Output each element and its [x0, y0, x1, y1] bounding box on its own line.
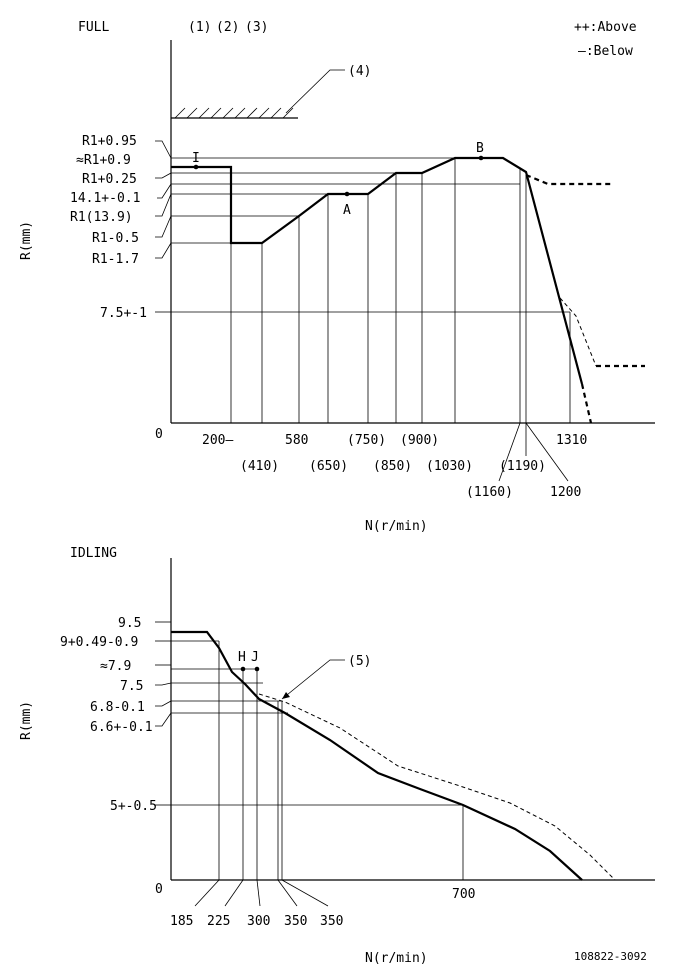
xtick-350b: 350	[320, 914, 344, 929]
xtick-580: 580	[285, 433, 309, 448]
label-j: J	[251, 650, 259, 665]
xtick-300: 300	[247, 914, 271, 929]
full-origin: 0	[155, 427, 163, 442]
point-h	[241, 667, 246, 672]
label-a: A	[343, 203, 351, 218]
idling-origin: 0	[155, 882, 163, 897]
full-below-dashed-tail	[582, 384, 591, 423]
leader-5	[282, 660, 345, 699]
ytick-r1-09: ≈R1+0.9	[76, 153, 131, 168]
xtick-200: 200—	[202, 433, 234, 448]
ytick-r1-17: R1-1.7	[92, 252, 139, 267]
point-b	[479, 156, 484, 161]
idling-xlabel: N(r/min)	[365, 951, 428, 966]
top-label-2: (2)	[216, 20, 240, 35]
stopper-hatch	[175, 108, 293, 118]
idling-ylabel: R(mm)	[19, 700, 34, 740]
label-b: B	[476, 141, 484, 156]
ytick-9: 9+0.49-0.9	[60, 635, 139, 650]
idling-x-ticks	[170, 880, 475, 929]
full-vertical-guides	[231, 158, 570, 423]
ytick-r1-139: R1(13.9)	[70, 210, 133, 225]
full-x-ticks	[202, 423, 587, 500]
xtick-225: 225	[207, 914, 231, 929]
xtick-1310: 1310	[556, 433, 588, 448]
idling-dashed-curve	[259, 694, 615, 880]
ytick-79: ≈7.9	[100, 659, 132, 674]
ytick-r1-025: R1+0.25	[82, 172, 137, 187]
legend-below: —:Below	[578, 44, 633, 59]
label-h: H	[238, 650, 246, 665]
top-label-3: (3)	[245, 20, 269, 35]
full-below-dashed	[560, 298, 596, 366]
ytick-75: 7.5+-1	[100, 306, 147, 321]
ytick-75-idle: 7.5	[120, 679, 144, 694]
annotation-4: (4)	[348, 64, 372, 79]
point-a	[345, 192, 350, 197]
idling-y-ticks	[60, 616, 463, 897]
ytick-66: 6.6+-0.1	[90, 720, 153, 735]
leader-4	[286, 70, 345, 113]
full-xlabel: N(r/min)	[365, 519, 428, 534]
ytick-68: 6.8-0.1	[90, 700, 145, 715]
ytick-r1-095: R1+0.95	[82, 134, 137, 149]
idling-vertical-guides	[219, 641, 463, 880]
xtick-650: (650)	[309, 459, 349, 474]
ytick-95: 9.5	[118, 616, 142, 631]
ytick-141: 14.1+-0.1	[70, 191, 141, 206]
annotation-5: (5)	[348, 654, 372, 669]
idling-title: IDLING	[70, 546, 117, 561]
label-i: I	[192, 151, 200, 166]
ytick-5: 5+-0.5	[110, 799, 157, 814]
full-title: FULL	[78, 20, 110, 35]
xtick-700: 700	[452, 887, 476, 902]
xtick-850: (850)	[373, 459, 413, 474]
xtick-750: (750)	[347, 433, 387, 448]
full-y-ticks	[70, 134, 570, 442]
xtick-900: (900)	[400, 433, 440, 448]
ytick-r1-05: R1-0.5	[92, 231, 139, 246]
xtick-185: 185	[170, 914, 194, 929]
point-j	[255, 667, 260, 672]
xtick-1160: (1160)	[466, 485, 513, 500]
xtick-1030: (1030)	[426, 459, 473, 474]
legend-above: ++:Above	[574, 20, 637, 35]
xtick-410: (410)	[240, 459, 280, 474]
top-label-1: (1)	[188, 20, 212, 35]
part-code: 108822-3092	[574, 950, 647, 963]
xtick-1190: (1190)	[499, 459, 546, 474]
xtick-350a: 350	[284, 914, 308, 929]
full-ylabel: R(mm)	[19, 220, 34, 260]
xtick-1200: 1200	[550, 485, 582, 500]
full-above-dashed	[526, 175, 614, 184]
